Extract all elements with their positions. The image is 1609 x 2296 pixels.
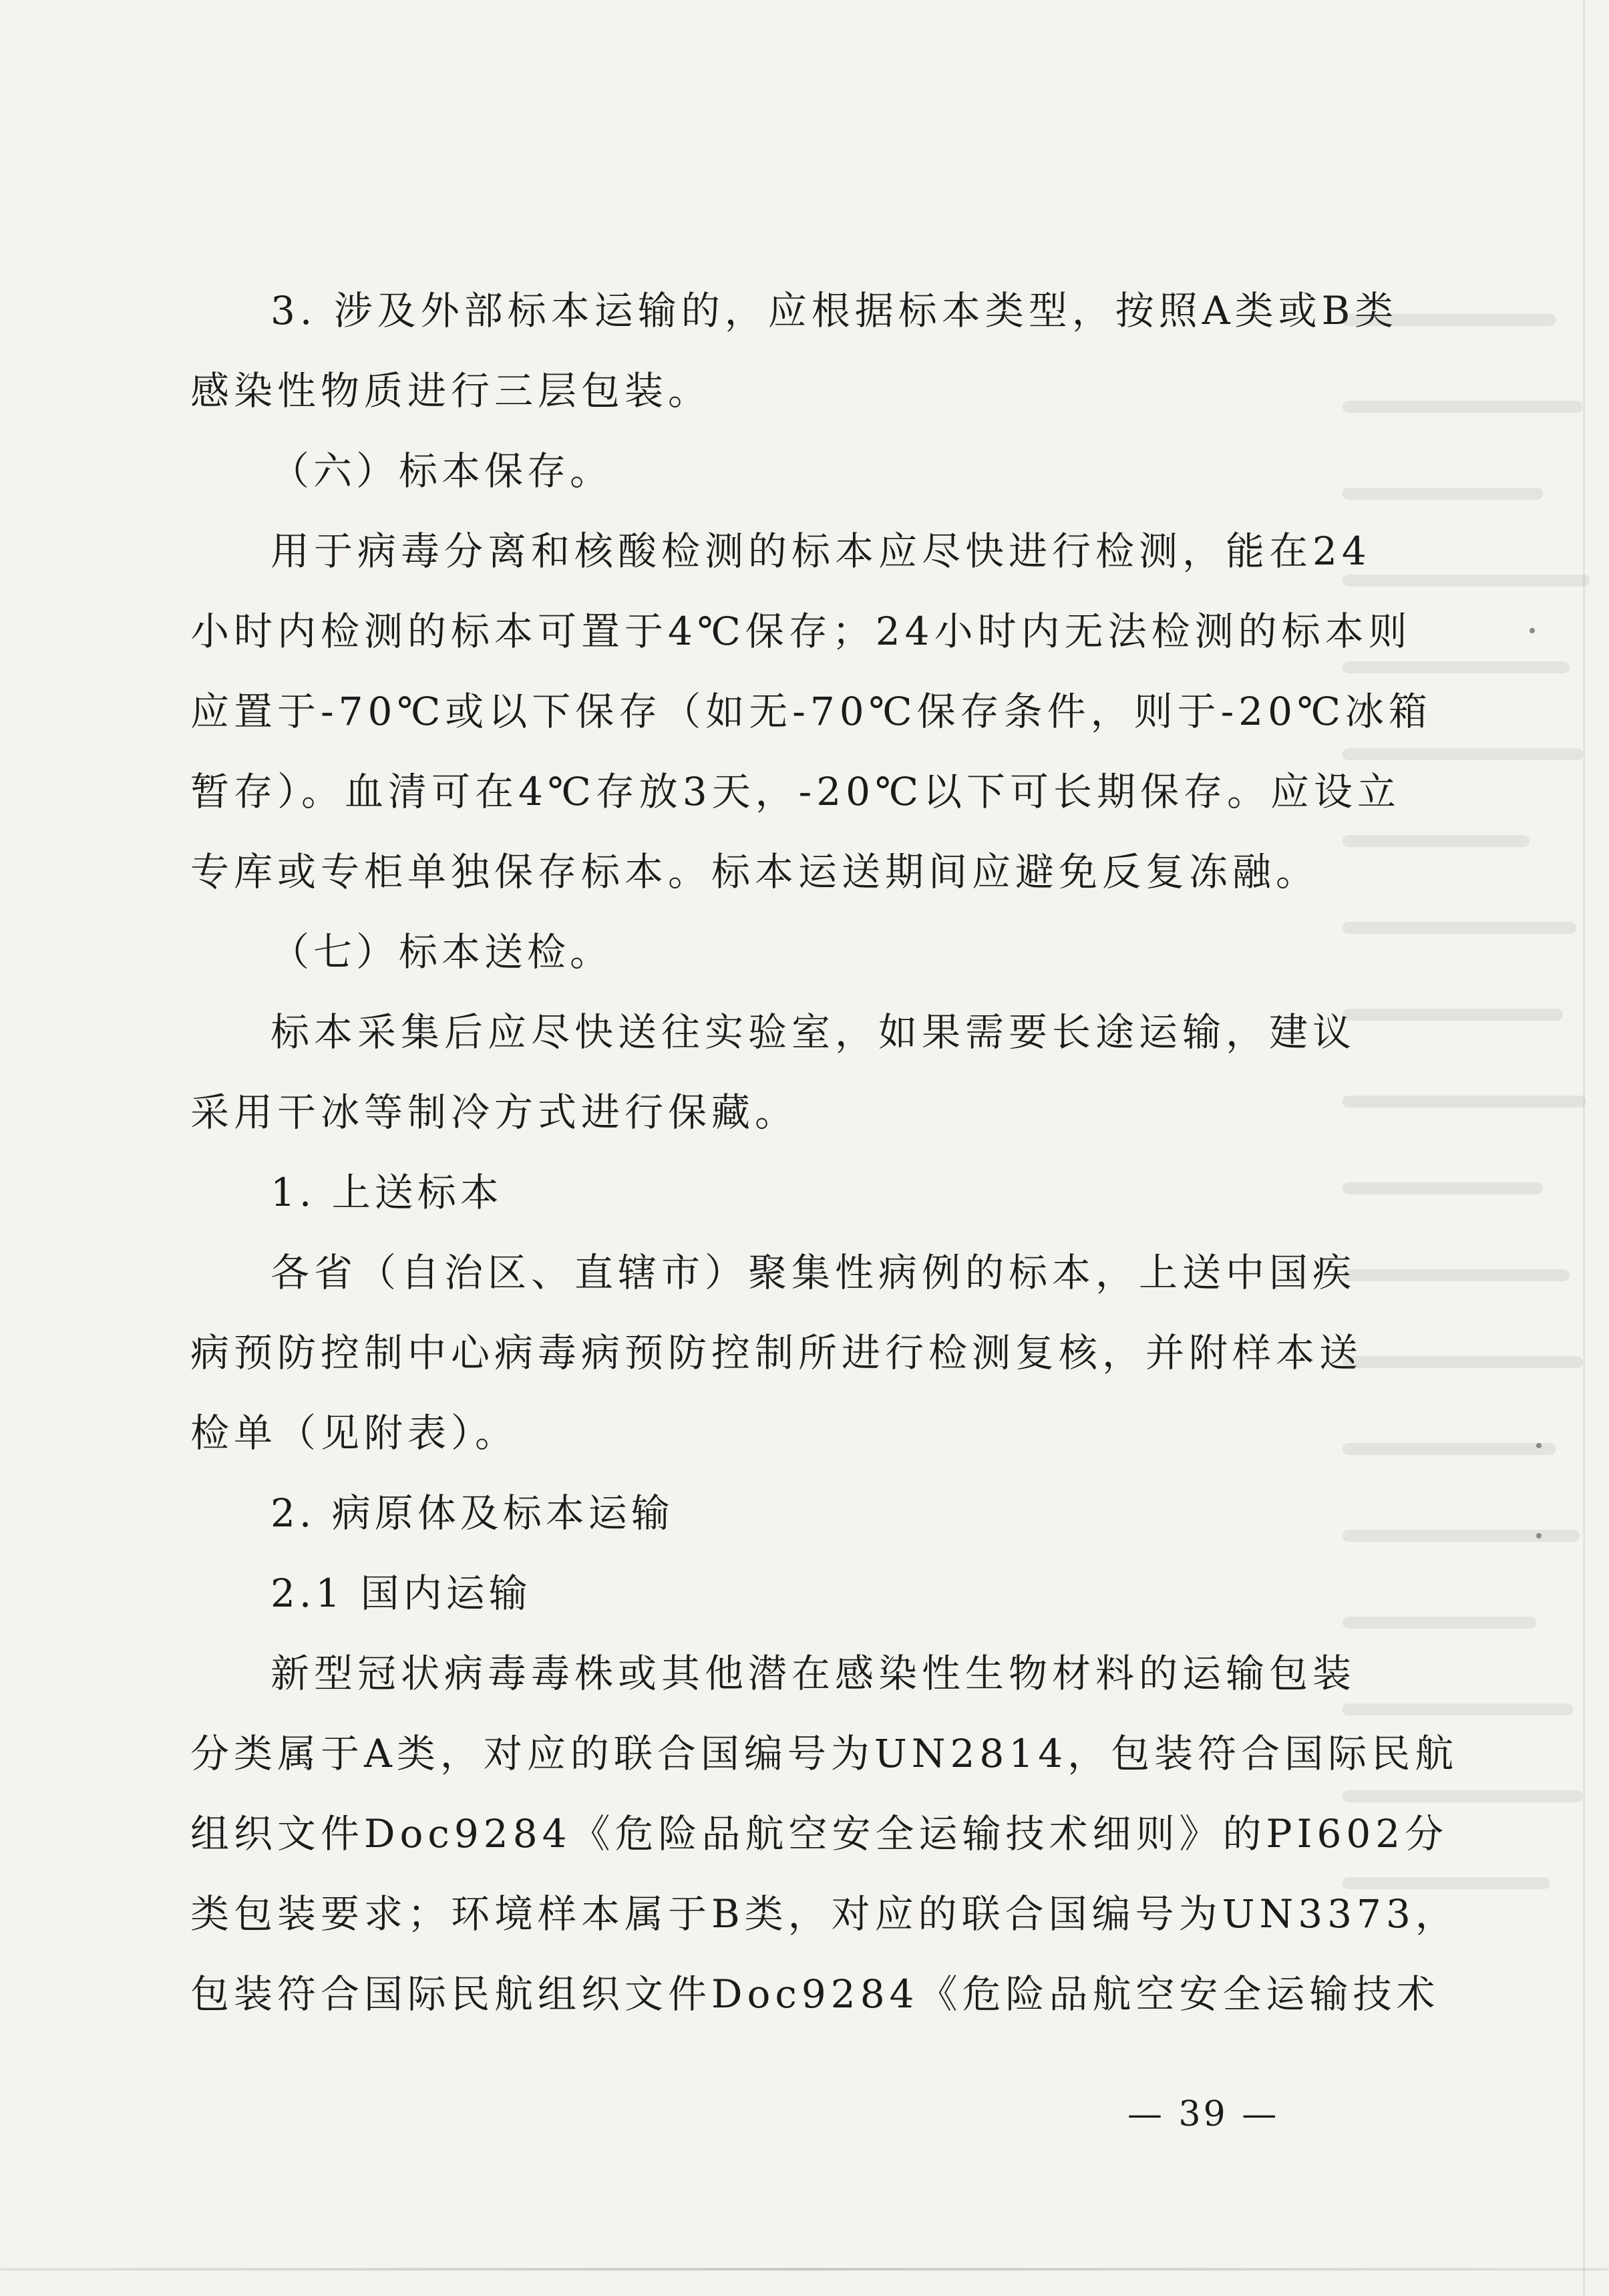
page-number: — 39 — xyxy=(1127,2094,1280,2134)
text-line: 类包装要求；环境样本属于B类，对应的联合国编号为UN3373， xyxy=(190,1891,1459,1937)
text-line: 包装符合国际民航组织文件Doc9284《危险品航空安全运输技术 xyxy=(190,1971,1440,2017)
text-line: 检单（见附表）。 xyxy=(190,1410,519,1456)
subsection-heading: 2. 病原体及标本运输 xyxy=(271,1490,674,1536)
text-line: 用于病毒分离和核酸检测的标本应尽快进行检测，能在24 xyxy=(271,528,1371,574)
section-heading: （六）标本保存。 xyxy=(271,448,613,494)
section-heading: （七）标本送检。 xyxy=(271,929,613,975)
scan-bleed-through xyxy=(1343,314,1603,2051)
scan-speck xyxy=(1530,628,1535,633)
text-line: 小时内检测的标本可置于4℃保存；24小时内无法检测的标本则 xyxy=(190,609,1412,654)
scan-speck xyxy=(1536,1443,1542,1448)
text-line: 感染性物质进行三层包装。 xyxy=(190,368,712,414)
text-line: 暂存）。血清可在4℃存放3天，-20℃以下可长期保存。应设立 xyxy=(190,769,1401,814)
text-line: 新型冠状病毒毒株或其他潜在感染性生物材料的运输包装 xyxy=(271,1651,1357,1696)
scan-edge xyxy=(1583,0,1585,2296)
subsection-heading: 2.1 国内运输 xyxy=(271,1571,532,1616)
scan-edge xyxy=(0,2268,1609,2271)
text-line: 各省（自治区、直辖市）聚集性病例的标本，上送中国疾 xyxy=(271,1250,1357,1295)
scan-speck xyxy=(1536,1533,1542,1538)
text-line: 标本采集后应尽快送往实验室，如果需要长途运输，建议 xyxy=(271,1009,1357,1055)
text-line: 组织文件Doc9284《危险品航空安全运输技术细则》的PI602分 xyxy=(190,1811,1449,1856)
subsection-heading: 1. 上送标本 xyxy=(271,1170,503,1215)
text-line: 分类属于A类，对应的联合国编号为UN2814，包装符合国际民航 xyxy=(190,1731,1459,1776)
text-line: 采用干冰等制冷方式进行保藏。 xyxy=(190,1090,799,1135)
text-line: 3. 涉及外部标本运输的，应根据标本类型，按照A类或B类 xyxy=(271,288,1399,333)
text-line: 病预防控制中心病毒病预防控制所进行检测复核，并附样本送 xyxy=(190,1330,1363,1375)
text-line: 专库或专柜单独保存标本。标本运送期间应避免反复冻融。 xyxy=(190,849,1320,894)
text-line: 应置于-70℃或以下保存（如无-70℃保存条件，则于-20℃冰箱 xyxy=(190,689,1432,734)
